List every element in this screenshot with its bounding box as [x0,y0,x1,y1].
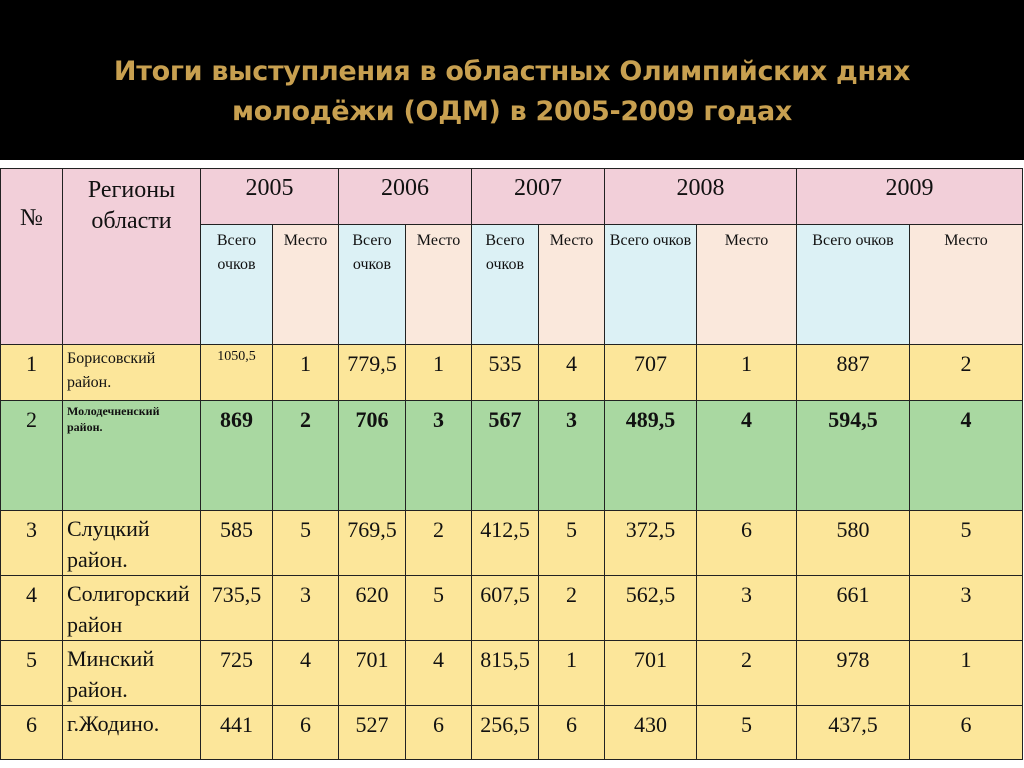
cell-place: 5 [539,511,605,576]
cell-place: 1 [910,641,1023,706]
table-row [1,345,1023,401]
cell-place: 5 [406,576,472,641]
header-place: Место [539,225,605,345]
cell-place: 4 [273,641,339,706]
cell-points: 735,5 [201,576,273,641]
header-region: Регионы области [63,169,201,345]
cell-points: 412,5 [472,511,539,576]
cell-points: 815,5 [472,641,539,706]
cell-points: 769,5 [339,511,406,576]
cell-place: 5 [273,511,339,576]
cell-place: 5 [697,706,797,760]
table-row [1,641,1023,706]
header-points: Всего очков [605,225,697,345]
cell-place: 6 [406,706,472,760]
cell-points: 701 [605,641,697,706]
cell-points: 594,5 [797,401,910,511]
header-points: Всего очков [797,225,910,345]
cell-place: 4 [539,345,605,401]
header-year-2007: 2007 [472,169,605,225]
cell-points: 585 [201,511,273,576]
table-row [1,401,1023,511]
cell-place: 6 [910,706,1023,760]
slide-title [0,52,1024,132]
cell-points: 437,5 [797,706,910,760]
cell-place: 1 [697,345,797,401]
row-region: Молодечненский район. [63,401,201,511]
header-year-2009: 2009 [797,169,1023,225]
cell-place: 3 [406,401,472,511]
row-region: Слуцкий район. [63,511,201,576]
row-region: Солигорский район [63,576,201,641]
cell-place: 3 [697,576,797,641]
cell-place: 3 [273,576,339,641]
cell-place: 3 [910,576,1023,641]
cell-points: 580 [797,511,910,576]
cell-points: 869 [201,401,273,511]
cell-points: 535 [472,345,539,401]
header-place: Место [273,225,339,345]
cell-place: 2 [910,345,1023,401]
cell-points: 567 [472,401,539,511]
cell-points: 489,5 [605,401,697,511]
header-year-2008: 2008 [605,169,797,225]
cell-points: 1050,5 [201,345,273,401]
table-row [1,706,1023,760]
header-points: Всего очков [201,225,273,345]
cell-place: 4 [910,401,1023,511]
cell-place: 2 [406,511,472,576]
header-row-years [1,169,1023,225]
cell-points: 256,5 [472,706,539,760]
row-region: Борисовский район. [63,345,201,401]
cell-points: 706 [339,401,406,511]
cell-points: 430 [605,706,697,760]
cell-place: 6 [697,511,797,576]
cell-place: 5 [910,511,1023,576]
cell-place: 4 [406,641,472,706]
cell-points: 372,5 [605,511,697,576]
table-row [1,576,1023,641]
cell-points: 701 [339,641,406,706]
cell-place: 1 [539,641,605,706]
results-table [0,168,1023,760]
row-index: 6 [1,706,63,760]
header-year-2005: 2005 [201,169,339,225]
title-line-1: Итоги выступления в областных Олимпийских днях [113,56,911,87]
title-line-2: молодёжи (ОДМ) в 2005-2009 годах [231,96,793,127]
header-place: Место [697,225,797,345]
header-number: № [1,169,63,345]
row-index: 2 [1,401,63,511]
cell-points: 441 [201,706,273,760]
cell-place: 6 [273,706,339,760]
header-points: Всего очков [472,225,539,345]
row-index: 5 [1,641,63,706]
cell-points: 978 [797,641,910,706]
cell-points: 607,5 [472,576,539,641]
cell-points: 661 [797,576,910,641]
cell-place: 2 [273,401,339,511]
row-region: Минский район. [63,641,201,706]
header-year-2006: 2006 [339,169,472,225]
header-points: Всего очков [339,225,406,345]
row-index: 1 [1,345,63,401]
cell-points: 562,5 [605,576,697,641]
cell-points: 725 [201,641,273,706]
cell-points: 527 [339,706,406,760]
cell-place: 1 [273,345,339,401]
row-region: г.Жодино. [63,706,201,760]
cell-points: 779,5 [339,345,406,401]
cell-place: 6 [539,706,605,760]
cell-points: 707 [605,345,697,401]
table-row [1,511,1023,576]
cell-place: 1 [406,345,472,401]
cell-points: 620 [339,576,406,641]
header-place: Место [910,225,1023,345]
cell-place: 4 [697,401,797,511]
cell-place: 2 [539,576,605,641]
cell-points: 887 [797,345,910,401]
row-index: 3 [1,511,63,576]
row-index: 4 [1,576,63,641]
cell-place: 3 [539,401,605,511]
header-place: Место [406,225,472,345]
cell-place: 2 [697,641,797,706]
